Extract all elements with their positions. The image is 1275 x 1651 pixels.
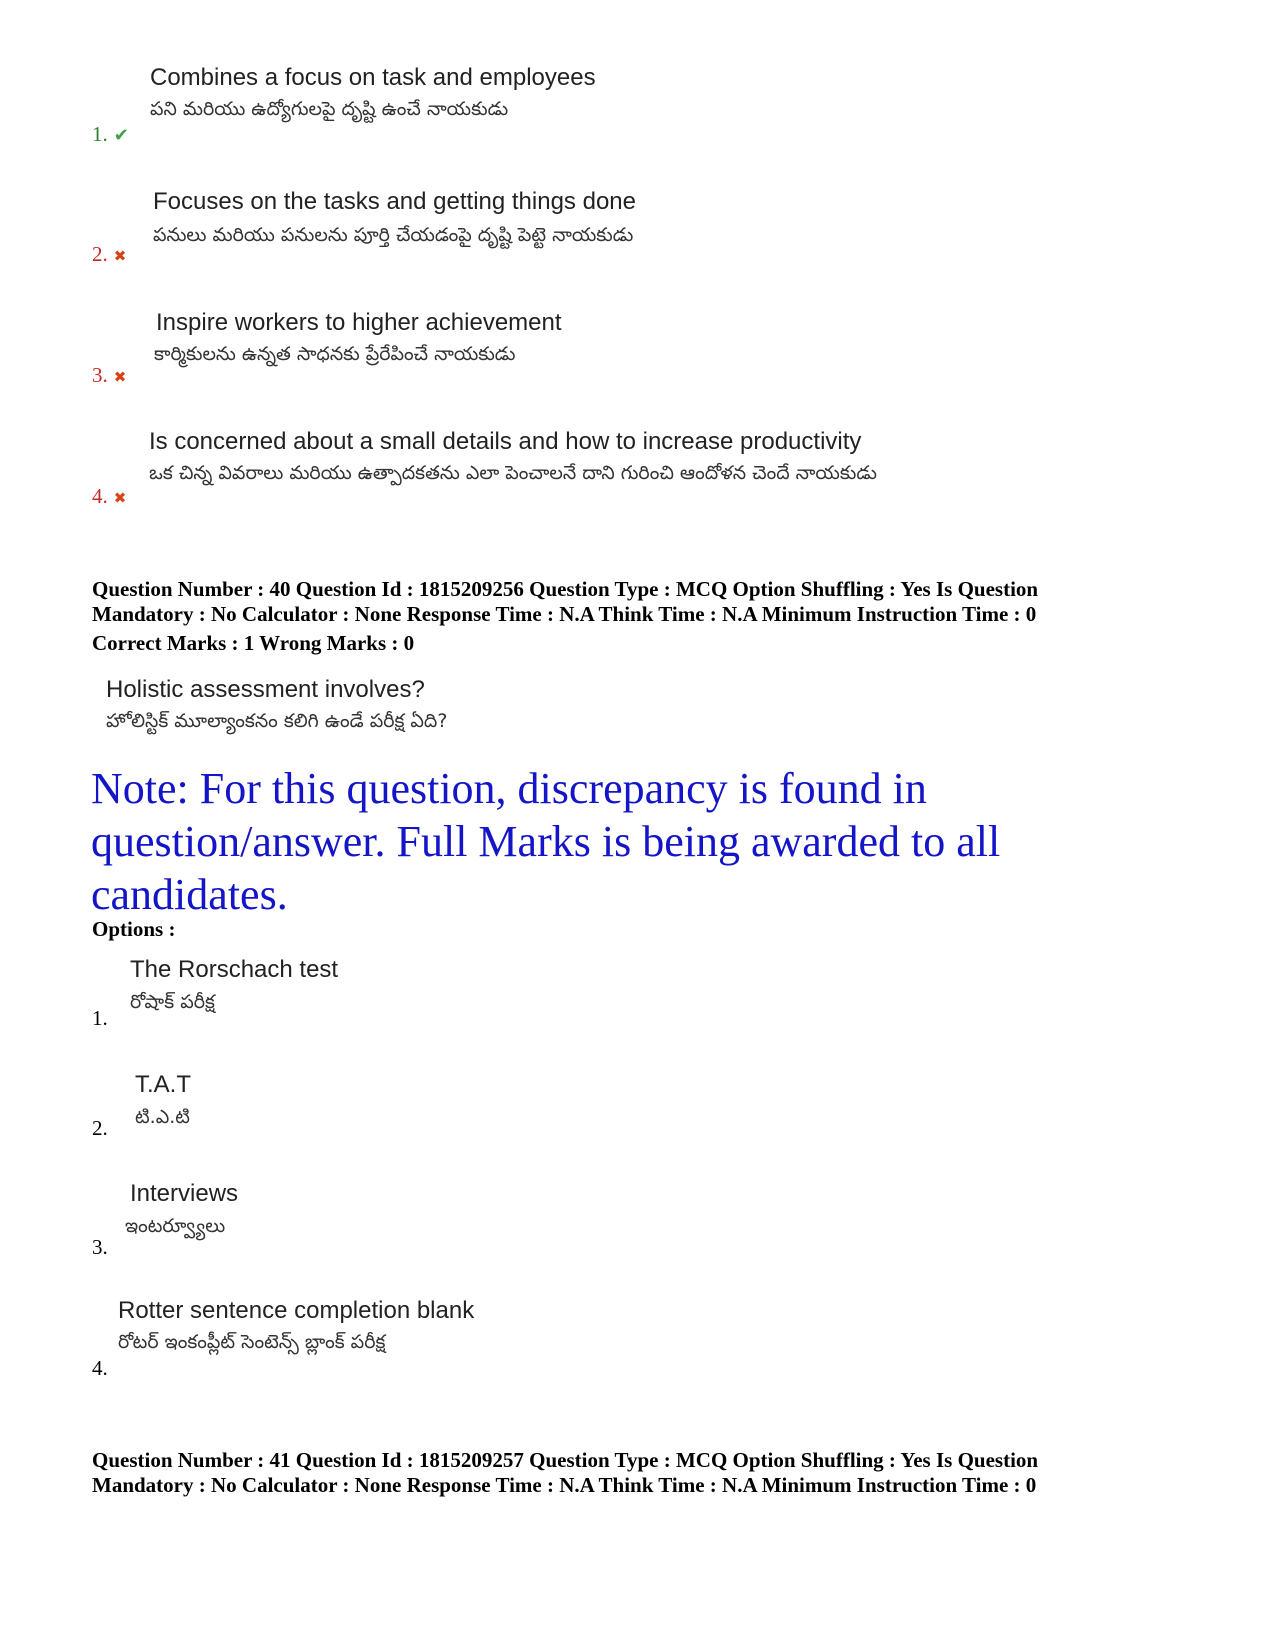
option-text-te: టి.ఎ.టి xyxy=(135,1106,190,1128)
option-number-label: 4. xyxy=(92,484,108,508)
question-meta-line: Question Number : 41 Question Id : 1815209257 Question Type : MCQ Option Shuffling : Yes Is Question xyxy=(92,1448,1039,1472)
option-number xyxy=(92,242,126,267)
question-text-en: Holistic assessment involves? xyxy=(106,676,425,703)
option-text-te: రోటర్ ఇంకంప్లీట్ సెంటెన్స్ బ్లాంక్ పరీక్ష xyxy=(118,1331,386,1353)
option-number-label: 1. xyxy=(92,122,108,146)
option-number xyxy=(92,484,126,509)
option-number xyxy=(92,363,126,388)
check-icon: ✔ xyxy=(113,125,129,146)
option-text-en: Combines a focus on task and employees xyxy=(150,64,596,91)
cross-icon: ✖ xyxy=(113,489,127,507)
question-meta-line: Mandatory : No Calculator : None Response Time : N.A Think Time : N.A Minimum Instruction Time : 0 xyxy=(92,1473,1037,1497)
note-line: candidates. xyxy=(91,870,288,919)
option-number: 4. xyxy=(92,1356,108,1380)
question-text-te: హోలిస్టిక్ మూల్యాంకనం కలిగి ఉండే పరీక్ష ఏది? xyxy=(106,710,448,732)
option-number xyxy=(92,122,129,147)
option-text-en: Is concerned about a small details and how to increase productivity xyxy=(149,428,862,455)
option-text-en: Rotter sentence completion blank xyxy=(118,1297,475,1324)
cross-icon: ✖ xyxy=(113,368,127,386)
option-text-te: ఇంటర్వ్యూలు xyxy=(125,1215,226,1237)
discrepancy-note xyxy=(91,762,1211,921)
note-line: question/answer. Full Marks is being awarded to all xyxy=(91,817,1001,866)
cross-icon: ✖ xyxy=(113,247,127,265)
option-text-en: Interviews xyxy=(130,1180,239,1207)
note-line: Note: For this question, discrepancy is found in xyxy=(91,764,927,813)
option-number: 1. xyxy=(92,1006,108,1030)
question-meta xyxy=(92,1448,1192,1498)
question-meta-line: Question Number : 40 Question Id : 1815209256 Question Type : MCQ Option Shuffling : Yes Is Question xyxy=(92,577,1039,601)
question-meta xyxy=(92,577,1192,627)
question-meta-line: Mandatory : No Calculator : None Response Time : N.A Think Time : N.A Minimum Instruction Time : 0 xyxy=(92,602,1037,626)
option-text-en: T.A.T xyxy=(135,1071,192,1098)
option-text-en: The Rorschach test xyxy=(130,956,339,983)
option-number: 3. xyxy=(92,1235,108,1259)
option-text-te: కార్మికులను ఉన్నత సాధనకు ప్రేరేపించే నాయకుడు xyxy=(154,343,516,365)
option-text-te: పని మరియు ఉద్యోగులపై దృష్టి ఉంచే నాయకుడు xyxy=(150,98,509,120)
option-text-te: పనులు మరియు పనులను పూర్తి చేయడంపై దృష్టి పెట్టె నాయకుడు xyxy=(153,224,634,246)
option-number-label: 3. xyxy=(92,363,108,387)
option-text-en: Focuses on the tasks and getting things done xyxy=(153,188,636,215)
option-text-en: Inspire workers to higher achievement xyxy=(156,309,562,336)
option-text-te: రోషాక్ పరీక్ష xyxy=(130,991,215,1013)
option-number: 2. xyxy=(92,1116,108,1140)
option-number-label: 2. xyxy=(92,242,108,266)
options-label: Options : xyxy=(92,917,176,941)
question-marks: Correct Marks : 1 Wrong Marks : 0 xyxy=(92,631,415,655)
option-text-te: ఒక చిన్న వివరాలు మరియు ఉత్పాదకతను ఎలా పెంచాలనే దాని గురించి ఆందోళన చెందే నాయకుడు xyxy=(149,462,877,484)
